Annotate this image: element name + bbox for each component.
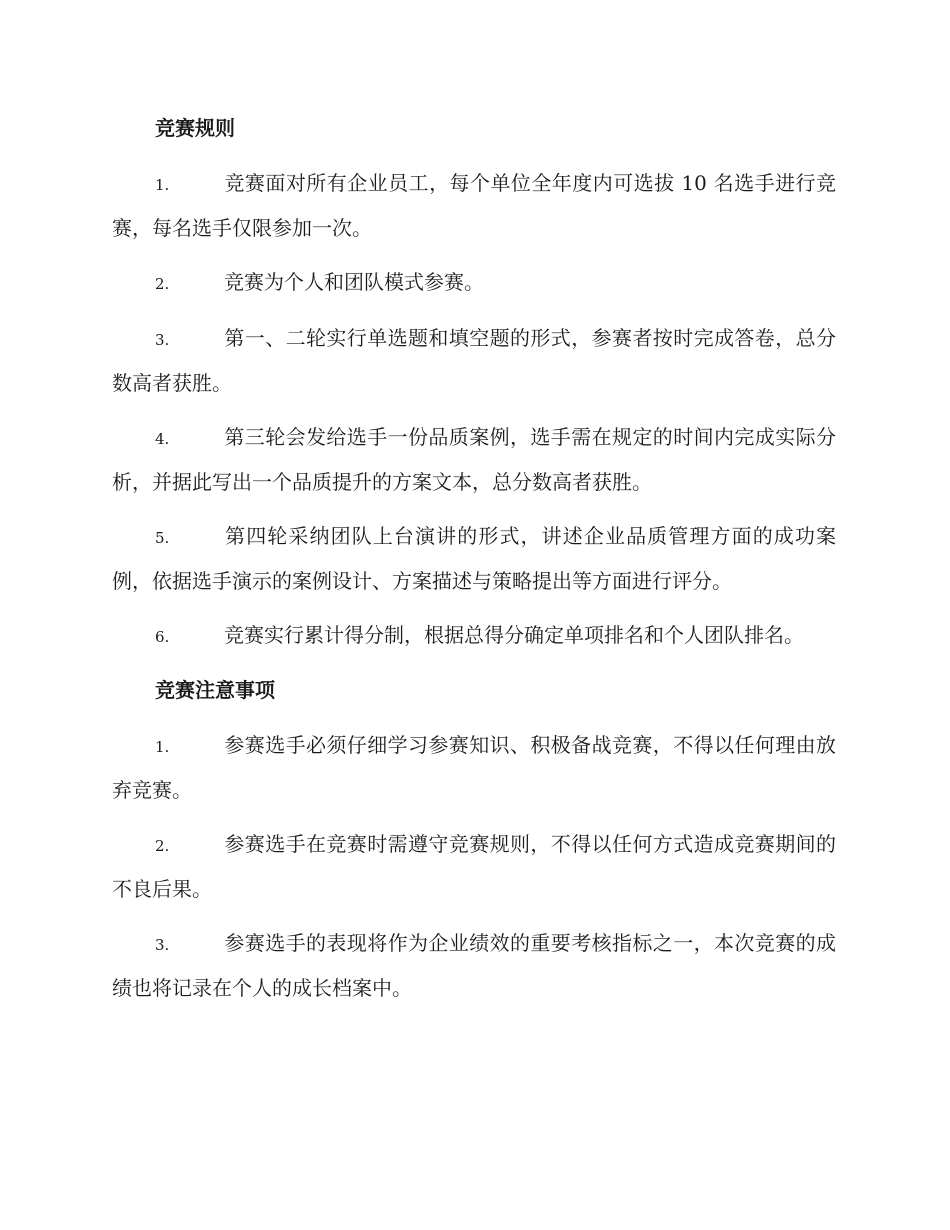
list-item: [112, 724, 836, 812]
list-item: [112, 614, 836, 659]
item-number: 3.: [155, 936, 170, 954]
item-text: 第三轮会发给选手一份品质案例，选手需在规定的时间内完成实际分析，并据此写出一个品质提升的方案文本，总分数高者获胜。: [112, 425, 836, 494]
item-number: 4.: [155, 430, 170, 448]
section-rules: [112, 108, 836, 659]
rules-list: [112, 162, 836, 659]
section-heading-notes: 竞赛注意事项: [155, 678, 275, 702]
item-text: 参赛选手的表现将作为企业绩效的重要考核指标之一，本次竞赛的成绩也将记录在个人的成长档案中。: [112, 931, 836, 1000]
list-item: [112, 922, 836, 1010]
item-number: 2.: [155, 275, 170, 293]
item-number: 1.: [155, 738, 170, 756]
list-item: [112, 162, 836, 250]
list-item: [112, 823, 836, 911]
section-heading-rules: 竞赛规则: [155, 116, 235, 140]
list-item: [112, 317, 836, 405]
item-number: 6.: [155, 628, 170, 646]
item-text: 第一、二轮实行单选题和填空题的形式，参赛者按时完成答卷，总分数高者获胜。: [112, 326, 836, 395]
notes-list: [112, 724, 836, 1010]
item-number: 5.: [155, 529, 170, 547]
item-text: 参赛选手在竞赛时需遵守竞赛规则，不得以任何方式造成竞赛期间的不良后果。: [112, 832, 836, 901]
document-page: [112, 108, 836, 1021]
list-item: [112, 416, 836, 504]
item-text: 竞赛面对所有企业员工，每个单位全年度内可选拔 10 名选手进行竞赛，每名选手仅限参加一次。: [112, 171, 836, 240]
item-text: 第四轮采纳团队上台演讲的形式，讲述企业品质管理方面的成功案例，依据选手演示的案例设计、方案描述与策略提出等方面进行评分。: [112, 524, 836, 593]
list-item: [112, 515, 836, 603]
item-text: 参赛选手必须仔细学习参赛知识、积极备战竞赛，不得以任何理由放弃竞赛。: [112, 733, 836, 802]
item-text: 竞赛为个人和团队模式参赛。: [224, 270, 484, 294]
item-number: 2.: [155, 837, 170, 855]
item-text: 竞赛实行累计得分制，根据总得分确定单项排名和个人团队排名。: [224, 623, 804, 647]
section-notes: [112, 670, 836, 1010]
item-number: 1.: [155, 176, 170, 194]
list-item: [112, 261, 836, 306]
item-number: 3.: [155, 331, 170, 349]
